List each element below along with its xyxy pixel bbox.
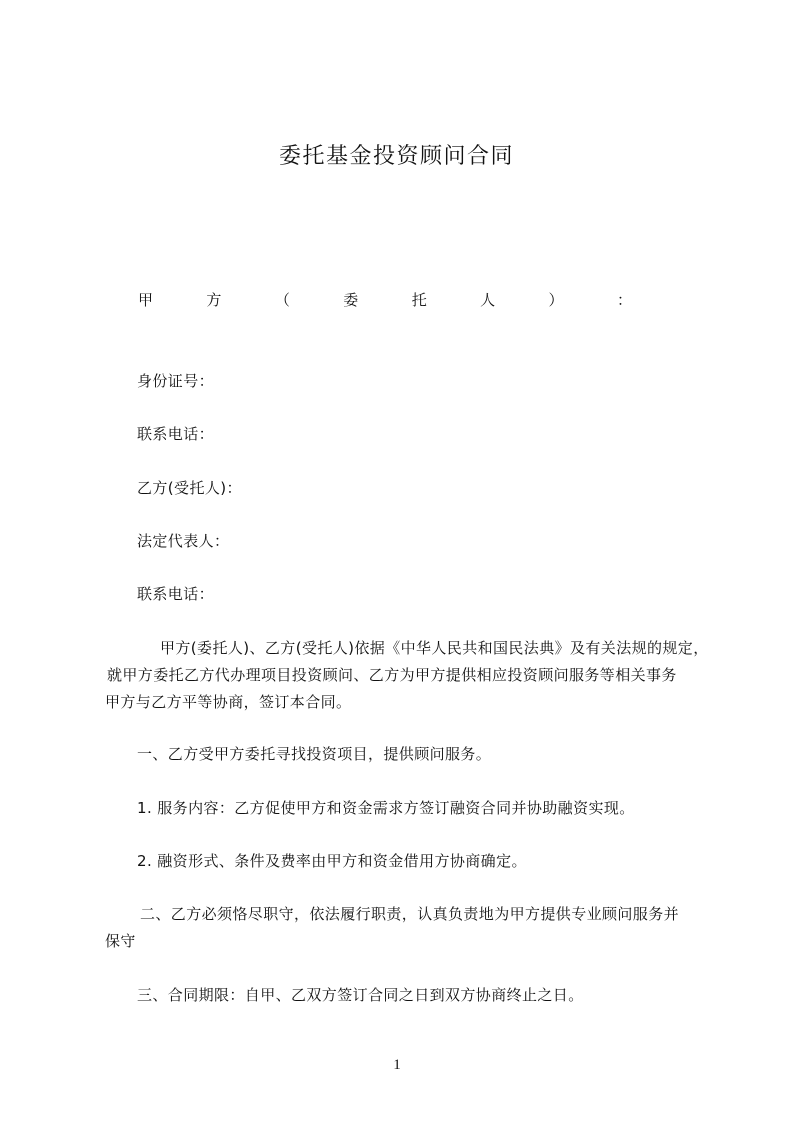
clause-1-item-2: 2. 融资形式、条件及费率由甲方和资金借用方协商确定。 (137, 852, 527, 870)
preamble-line: 甲方与乙方平等协商，签订本合同。 (105, 693, 352, 711)
party-a-char: 人 (480, 291, 496, 309)
legal-representative-label: 法定代表人： (137, 532, 230, 550)
party-a-char: ） (548, 291, 564, 309)
phone-label: 联系电话： (137, 425, 215, 443)
party-a-char: 甲 (138, 291, 154, 309)
party-b-label: 乙方(受托人)： (137, 479, 242, 497)
page-number: 1 (393, 1057, 401, 1073)
party-a-char: 委 (343, 291, 359, 309)
phone-label-2: 联系电话： (137, 585, 215, 603)
party-a-char: ： (616, 291, 632, 309)
clause-3: 三、合同期限：自甲、乙双方签订合同之日到双方协商终止之日。 (137, 986, 584, 1004)
clause-1-item-1: 1. 服务内容：乙方促使甲方和资金需求方签订融资合同并协助融资实现。 (137, 799, 635, 817)
preamble-line: 甲方(委托人)、乙方(受托人)依据《中华人民共和国民法典》及有关法规的规定， (160, 639, 709, 657)
party-a-line (138, 290, 632, 310)
clause-2-line: 二、乙方必须恪尽职守，依法履行职责，认真负责地为甲方提供专业顾问服务并 (140, 905, 680, 923)
preamble-line: 就甲方委托乙方代办理项目投资顾问、乙方为甲方提供相应投资顾问服务等相关事务 (107, 666, 677, 684)
clause-2-line: 保守 (105, 932, 136, 950)
party-a-char: （ (274, 291, 290, 309)
clause-1: 一、乙方受甲方委托寻找投资项目，提供顾问服务。 (137, 745, 492, 763)
party-a-char: 托 (411, 291, 427, 309)
id-number-label: 身份证号： (137, 372, 215, 390)
document-title: 委托基金投资顾问合同 (278, 144, 514, 169)
party-a-char: 方 (206, 291, 222, 309)
